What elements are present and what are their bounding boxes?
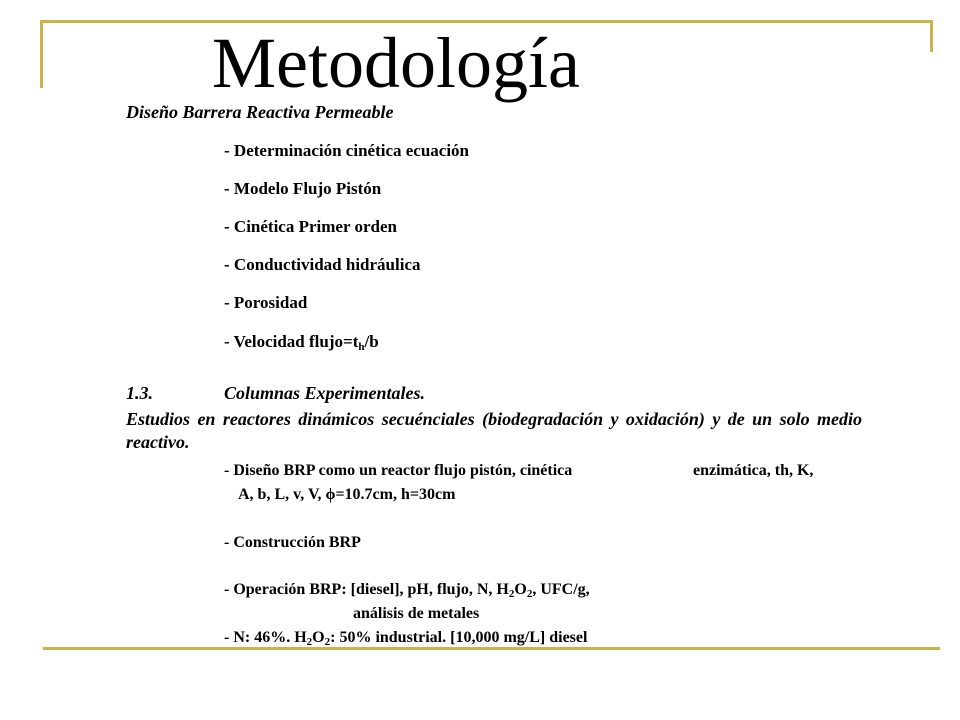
detail-operation: [224, 581, 590, 599]
design-params-text: A, b, L, v, V,: [238, 486, 322, 503]
composition-o: O: [312, 629, 325, 646]
right-border-bar: [930, 20, 933, 52]
detail-composition: [224, 629, 587, 647]
operation-o: O: [514, 581, 527, 598]
operation-tail: , UFC/g,: [532, 581, 590, 598]
composition-text: - N: 46%. H: [224, 629, 307, 646]
bullet-item: - Porosidad: [224, 293, 308, 312]
subscript: 2: [306, 636, 313, 648]
detail-construction: - Construcción BRP: [224, 534, 361, 551]
slide-title: Metodología: [212, 23, 580, 103]
section-title: Columnas Experimentales.: [224, 383, 426, 403]
velocity-suffix: /b: [364, 332, 379, 351]
bullet-item: - Modelo Flujo Pistón: [224, 179, 382, 198]
subscript: 2: [324, 636, 331, 648]
bullet-item: - Determinación cinética ecuación: [224, 141, 470, 160]
left-border-bar: [40, 20, 43, 88]
velocity-subscript: h: [358, 341, 365, 353]
detail-operation-continued: análisis de metales: [353, 605, 480, 622]
bullet-velocity: [224, 332, 379, 352]
bottom-border-line: [43, 647, 940, 650]
operation-text: - Operación BRP: [diesel], pH, flujo, N, H: [224, 581, 509, 598]
subscript: 2: [526, 588, 533, 600]
section-subtitle: Diseño Barrera Reactiva Permeable: [126, 102, 394, 122]
composition-tail: : 50% industrial. [10,000 mg/L] diesel: [330, 629, 588, 646]
velocity-prefix: - Velocidad flujo=t: [224, 332, 359, 351]
detail-design: - Diseño BRP como un reactor flujo pistón, cinética: [224, 462, 573, 479]
section-description: Estudios en reactores dinámicos secuénciales (biodegradación y oxidación) y de un solo medio reactivo.: [126, 409, 862, 452]
design-dimensions: =10.7cm, h=30cm: [335, 486, 456, 503]
detail-design-params: [238, 486, 455, 504]
section-number: 1.3.: [126, 383, 153, 403]
bullet-item: - Conductividad hidráulica: [224, 255, 421, 274]
detail-design-continued: enzimática, th, K,: [693, 462, 814, 479]
bullet-item: - Cinética Primer orden: [224, 217, 397, 236]
subscript: 2: [508, 588, 515, 600]
phi-symbol: ϕ: [325, 486, 336, 503]
